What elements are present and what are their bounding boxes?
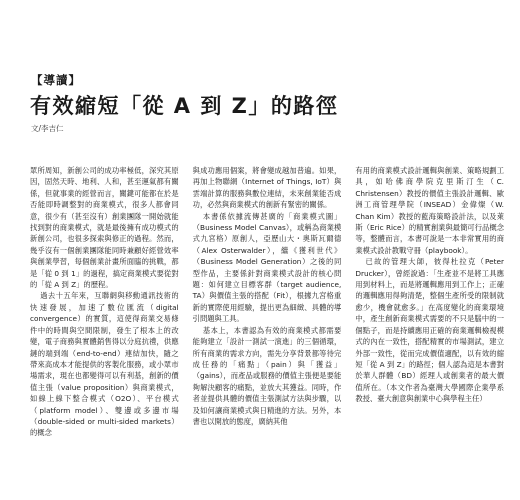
- text-column-3: [355, 165, 504, 485]
- article-header: [30, 72, 500, 134]
- section-label: 【導讀】: [31, 73, 81, 87]
- text-column-1: [30, 165, 179, 485]
- paragraph: 與成功應用個案，將會變成越加普遍。如果，再加上物聯網（Internet of Things, IoT）與雲端計算的服務與數位連結，未來創業能否成功，必然與商業模式的創新有緊密的關係。: [192, 166, 342, 210]
- paragraph: 過去十五年來，互聯網與移動通訊技術的快速發展，加速了數位匯流（digital convergence）的實質，這使得商業交易條件中的時間與空間限制，發生了根本上的改變，電子商務與實體銷售得以分庭抗禮，供應鏈的端到端（end-to-end）連結加快，隨之帶來高成本才能提供的客製化服務，或小眾市場需求，現在也都變得可以有利基，創新的價值主張（value proposition）與商業模式，如線上線下整合模式（O2O）、平台模式（platform model）、雙邊或多邊市場（double-sided or multi-sided markets）的概念: [30, 291, 179, 438]
- paragraph: 本書係依據流傳甚廣的「商業模式圖」（Business Model Canvas），或稱為商業模式九宮格）原創人，亞歷山大・奧斯瓦爾德（Alex Osterwalder），繼《獲利世代》（Business Model Generation）之後的同型作品，主要係針對商業模式設計的核心問題：如何建立目標客群（target audience, TA）與價值主張的搭配（Fit），根據九宮格重新的實際使用經驗，提出更為細緻、具體的導引問題與工具。: [192, 211, 342, 324]
- paragraph: 眾所周知，新創公司的成功率極低，深究其原因，固然天時、地利、人和，甚至運氣都有關係，但就事業的經營而言，關鍵可能都在於是否能即時調整對的商業模式，很多人都會同意，很少有（甚至沒有）創業團隊一開始就能找到對的商業模式，就是最後擁有成功模式的新創公司，也很多探索與修正的過程。然而，幾乎沒有一個創業團隊能同時兼顧好經營效率與創業學習，每個創業計畫所面臨的挑戰，都是「從 0 到 1」的過程，搞定商業模式要從對的「從 A 到 Z」的歷程。: [30, 166, 179, 290]
- paragraph: 有用的商業模式設計邏輯與創業、策略規劃工具，如哈佛商學院克里斯汀生（C. Christensen）教授的價值主張設計邏輯、歐洲工商管理學院（INSEAD）金偉燦（W. Chan Kim）教授的藍海策略設計法，以及萊斯（Eric Rice）的精實創業與最簡可行品概念等，整體而言，本書可說是一本非常實用的商業模式設計教戰守冊（playbook）。: [355, 166, 504, 255]
- article-title: 有效縮短「從 A 到 Z」的路徑: [30, 94, 339, 118]
- paragraph: 基本上，本書認為有效的商業模式都需要能夠建立「設計一測試一演進」的三個循環，所有商業的需求方向，需先分享背景都等待完成任務的「痛點」（pain）與「獲益」（gains），而產品或服務的價值主張便是要能夠解決顧客的痛點，並放大其獲益。同時，作者並提供具體的價值主張測試方法與步驟，以及如何讓商業模式與日精進的方法。另外，本書也以開放的態度，廣納其他: [192, 325, 342, 426]
- article-body: [30, 165, 504, 485]
- byline: 文/李吉仁: [31, 124, 64, 133]
- text-column-2: [193, 165, 342, 485]
- paragraph: 已故的管理大師，彼得杜拉克（Peter Drucker），曾經說過：「生產並不是將工具應用到材料上，而是將邏輯應用到工作上；正確的邏輯應用得夠清楚，整個生產所受的限制就愈少，機會就愈多。」在高度變化的商業環境中，產生創新商業模式需要的不只是腦中的一個點子，而是持續應用正確的商業邏輯檢視模式的內在一致性，搭配精實的市場測試，建立外部一致性，從而完成價值適配，以有效的縮短「從 A 到 Z」的路徑；個人認為這是本書對於華人群體（BD）經理人或創業者的最大價值所在。（本文作者為臺灣大學國際企業學系教授、臺大創意與創業中心與學程主任）: [355, 257, 504, 404]
